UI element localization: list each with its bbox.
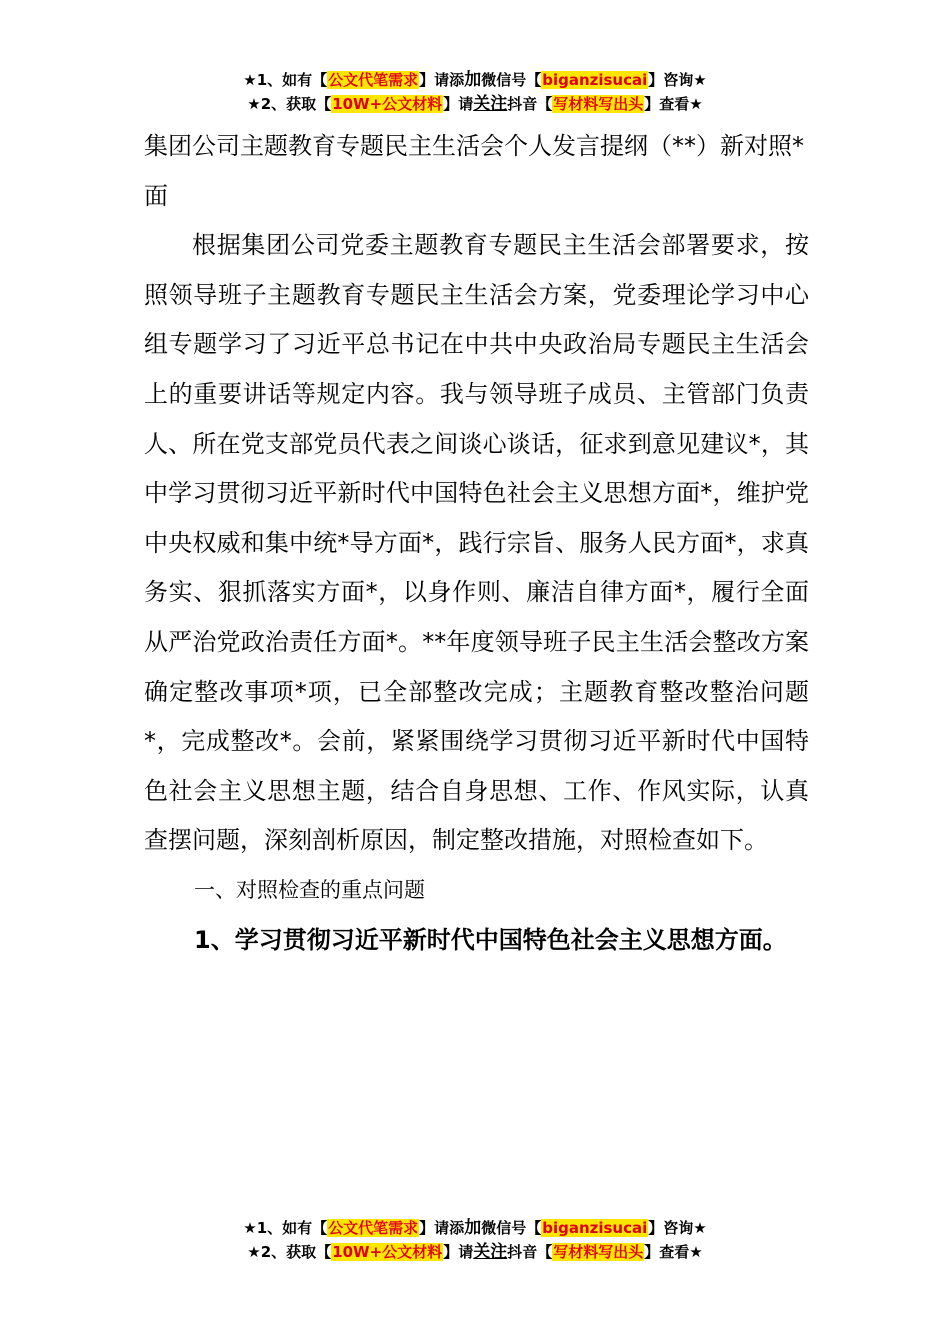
promo-text: 】查看★ [644, 1243, 703, 1261]
promo-text: 】咨询★ [648, 71, 707, 89]
promo-text: 】请 [443, 95, 474, 113]
promo-highlight: 公文代笔需求 [328, 1219, 419, 1237]
promo-highlight: biganzisucai [542, 1219, 648, 1237]
promo-highlight: 10W+公文材料 [332, 1243, 443, 1261]
document-body [144, 122, 809, 965]
promo-emphasis: 加 [464, 70, 482, 90]
document-title: 集团公司主题教育专题民主生活会个人发言提纲（**）新对照*面 [144, 132, 804, 210]
promo-highlight: 写材料写出头 [553, 95, 644, 113]
promo-text: 抖音【 [507, 1243, 553, 1261]
promo-emphasis: 关注 [473, 94, 508, 114]
promo-highlight: biganzisucai [542, 71, 648, 89]
promo-line-1 [0, 68, 950, 92]
intro-paragraph: 根据集团公司党委主题教育专题民主生活会部署要求，按照领导班子主题教育专题民主生活会方案，党委理论学习中心组专题学习了习近平总书记在中共中央政治局专题民主生活会上的重要讲话等规定内容。我与领导班子成员、主管部门负责人、所在党支部党员代表之间谈心谈话，征求到意见建议*，其中学习贯彻习近平新时代中国特色社会主义思想方面*，维护党中央权威和集中统*导方面*，践行宗旨、服务人民方面*，求真务实、狠抓落实方面*，以身作则、廉洁自律方面*，履行全面从严治党政治责任方面*。**年度领导班子民主生活会整改方案确定整改事项*项，已全部整改完成；主题教育整改整治问题*，完成整改*。会前，紧紧围绕学习贯彻习近平新时代中国特色社会主义思想主题，结合自身思想、工作、作风实际，认真查摆问题，深刻剖析原因，制定整改措施，对照检查如下。 [144, 231, 809, 855]
promo-text: ★1、如有【 [243, 1219, 328, 1237]
promo-highlight: 写材料写出头 [553, 1243, 644, 1261]
promo-text: 微信号【 [481, 1219, 542, 1237]
promo-text: 】请添 [419, 1219, 465, 1237]
promo-text: ★2、获取【 [247, 95, 332, 113]
section-heading: 一、对照检查的重点问题 [194, 877, 425, 902]
promo-highlight: 10W+公文材料 [332, 95, 443, 113]
subsection-heading: 1、学习贯彻习近平新时代中国特色社会主义思想方面。 [194, 925, 787, 954]
promo-text: 】查看★ [644, 95, 703, 113]
promo-text: 抖音【 [507, 95, 553, 113]
promo-line-2 [0, 1240, 950, 1264]
promo-header [0, 68, 950, 116]
promo-text: 微信号【 [481, 71, 542, 89]
promo-line-2 [0, 92, 950, 116]
promo-text: ★1、如有【 [243, 71, 328, 89]
promo-text: ★2、获取【 [247, 1243, 332, 1261]
promo-text: 】请添 [419, 71, 465, 89]
promo-highlight: 公文代笔需求 [328, 71, 419, 89]
promo-text: 】请 [443, 1243, 474, 1261]
promo-line-1 [0, 1216, 950, 1240]
promo-emphasis: 加 [464, 1218, 482, 1238]
promo-footer [0, 1216, 950, 1264]
promo-text: 】咨询★ [648, 1219, 707, 1237]
promo-emphasis: 关注 [473, 1242, 508, 1262]
